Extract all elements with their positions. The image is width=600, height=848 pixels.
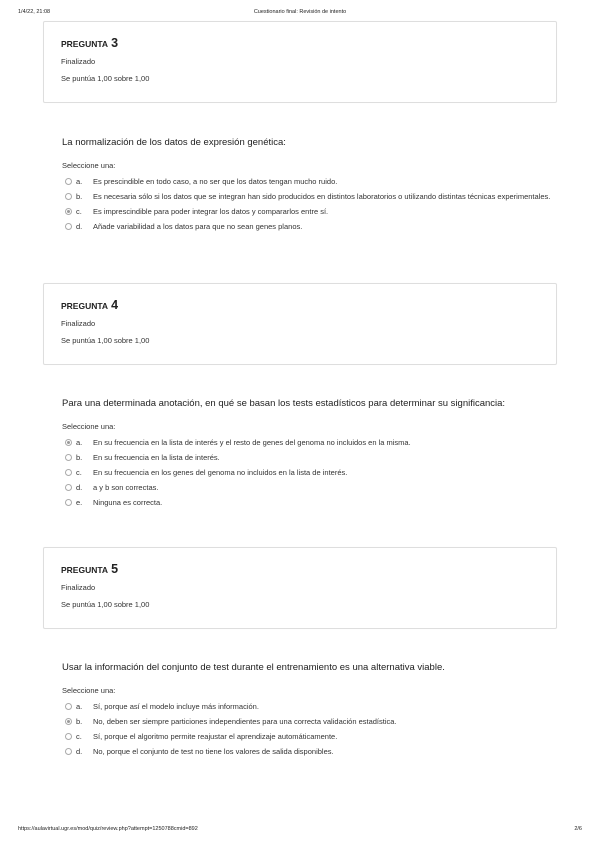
question-5-content	[62, 662, 552, 760]
question-3-info	[43, 21, 557, 103]
question-4-state: Finalizado	[61, 319, 96, 328]
page-number: 2/6	[574, 826, 582, 832]
question-3-number: 3	[111, 36, 119, 50]
question-4-number: 4	[111, 298, 119, 312]
answer-option-selected[interactable]: c. Es imprescindible para poder integrar los datos y compararlos entre sí.	[62, 205, 552, 219]
question-5-label: PREGUNTA 5	[61, 562, 119, 576]
answer-option[interactable]: d. a y b son correctas.	[62, 481, 552, 495]
question-5-state: Finalizado	[61, 583, 96, 592]
question-5-info	[43, 547, 557, 629]
question-5-number: 5	[111, 562, 119, 576]
answer-option[interactable]: c. Sí, porque el algoritmo permite reajustar el aprendizaje automáticamente.	[62, 730, 552, 744]
answer-option[interactable]: b. En su frecuencia en la lista de interés.	[62, 451, 552, 465]
question-3-content	[62, 137, 552, 235]
radio-icon[interactable]	[65, 454, 72, 461]
radio-icon[interactable]	[65, 748, 72, 755]
question-5-select-prompt: Seleccione una:	[62, 686, 116, 695]
answer-option[interactable]: d. No, porque el conjunto de test no tiene los valores de salida disponibles.	[62, 745, 552, 759]
radio-checked-icon[interactable]	[65, 718, 72, 725]
question-5-answers	[62, 700, 552, 759]
question-4-select-prompt: Seleccione una:	[62, 422, 116, 431]
print-title: Cuestionario final: Revisión de intento	[253, 9, 347, 15]
question-4-info	[43, 283, 557, 365]
question-4-content	[62, 398, 552, 511]
question-4-label: PREGUNTA 4	[61, 298, 119, 312]
radio-icon[interactable]	[65, 178, 72, 185]
question-3-state: Finalizado	[61, 57, 96, 66]
print-footer	[18, 826, 582, 836]
question-5-grade: Se puntúa 1,00 sobre 1,00	[61, 600, 150, 609]
question-3-label: PREGUNTA 3	[61, 36, 119, 50]
question-3-grade: Se puntúa 1,00 sobre 1,00	[61, 74, 150, 83]
question-3-text: La normalización de los datos de expresión genética:	[62, 137, 286, 148]
answer-option[interactable]: c. En su frecuencia en los genes del genoma no incluidos en la lista de interés.	[62, 466, 552, 480]
answer-option[interactable]: a. Es prescindible en todo caso, a no ser que los datos tengan mucho ruido.	[62, 175, 552, 189]
radio-checked-icon[interactable]	[65, 439, 72, 446]
answer-option-selected[interactable]: b. No, deben ser siempre particiones independientes para una correcta validación estadística.	[62, 715, 552, 729]
question-4-grade: Se puntúa 1,00 sobre 1,00	[61, 336, 150, 345]
question-4-answers	[62, 436, 552, 510]
print-header	[18, 9, 582, 19]
answer-option[interactable]: a. Sí, porque así el modelo incluye más información.	[62, 700, 552, 714]
print-date: 1/4/22, 21:08	[18, 9, 51, 15]
radio-icon[interactable]	[65, 499, 72, 506]
answer-option[interactable]: e. Ninguna es correcta.	[62, 496, 552, 510]
answer-option[interactable]: d. Añade variabilidad a los datos para que no sean genes planos.	[62, 220, 552, 234]
radio-checked-icon[interactable]	[65, 208, 72, 215]
radio-icon[interactable]	[65, 469, 72, 476]
radio-icon[interactable]	[65, 733, 72, 740]
radio-icon[interactable]	[65, 703, 72, 710]
question-4-text: Para una determinada anotación, en qué se basan los tests estadísticos para determinar su significancia:	[62, 398, 506, 409]
radio-icon[interactable]	[65, 484, 72, 491]
question-3-answers	[62, 175, 552, 234]
print-url: https://aulavirtual.ugr.es/mod/quiz/review.php?attempt=1250788cmid=892	[18, 826, 198, 832]
answer-option-selected[interactable]: a. En su frecuencia en la lista de interés y el resto de genes del genoma no incluidos en la misma.	[62, 436, 552, 450]
question-3-select-prompt: Seleccione una:	[62, 161, 116, 170]
question-5-text: Usar la información del conjunto de test durante el entrenamiento es una alternativa viable.	[62, 662, 445, 673]
radio-icon[interactable]	[65, 223, 72, 230]
answer-option[interactable]: b. Es necesaria sólo si los datos que se integran han sido producidos en distintos laboratorios o utilizando distintas técnicas experimentales.	[62, 190, 552, 204]
radio-icon[interactable]	[65, 193, 72, 200]
